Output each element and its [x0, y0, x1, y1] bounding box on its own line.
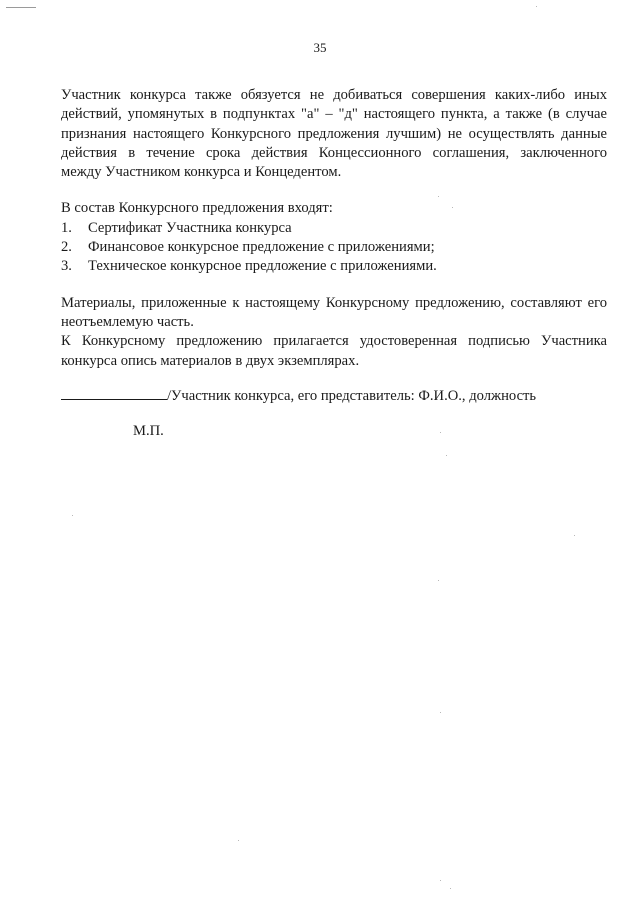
text-line: Материалы, приложенные к настоящему Конкурсному предложению, составляют его: [61, 294, 607, 311]
list-item-number: 3.: [61, 258, 72, 275]
scan-speck: [440, 880, 441, 881]
materials-paragraph: [61, 294, 607, 333]
composition-intro: В состав Конкурсного предложения входят:: [61, 200, 333, 217]
seal-placeholder: М.П.: [133, 423, 164, 440]
signature-caption: /Участник конкурса, его представитель: Ф.И.О., должность: [167, 387, 537, 404]
page-number: 35: [313, 40, 327, 55]
list-item-number: 1.: [61, 219, 72, 236]
text-line: К Конкурсному предложению прилагается удостоверенная подписью Участника: [61, 333, 607, 350]
scan-corner-mark: [6, 7, 36, 8]
scan-speck: [238, 840, 239, 841]
scan-speck: [440, 712, 441, 713]
scan-speck: [574, 535, 575, 536]
list-item: [61, 219, 607, 238]
scan-speck: [440, 432, 441, 433]
text-line: между Участником конкурса и Концедентом.: [61, 164, 342, 181]
text-line: Участник конкурса также обязуется не добиваться совершения каких-либо иных: [61, 87, 607, 103]
text-line: неотъемлемую часть.: [61, 313, 194, 330]
signature-line: [61, 387, 607, 406]
scan-speck: [446, 455, 447, 456]
list-item: [61, 257, 607, 276]
text-line: действий, упомянутых в подпунктах "а" – "д" настоящего пункта, а также (в случае: [61, 106, 607, 123]
document-body: [61, 86, 607, 441]
text-line: конкурса опись материалов в двух экземплярах.: [61, 352, 360, 369]
list-item: [61, 238, 607, 257]
text-line: признания настоящего Конкурсного предложения лучшим) не осуществлять данные: [61, 125, 607, 142]
scan-speck: [536, 6, 537, 7]
obligation-paragraph: [61, 86, 607, 182]
scan-speck: [438, 580, 439, 581]
list-item-text: Сертификат Участника конкурса: [88, 219, 292, 236]
composition-list: [61, 219, 607, 277]
signature-blank: [61, 387, 167, 400]
scan-speck: [452, 207, 453, 208]
scan-speck: [72, 515, 73, 516]
list-item-text: Техническое конкурсное предложение с приложениями.: [88, 258, 437, 275]
scan-speck: [450, 888, 451, 889]
inventory-paragraph: [61, 332, 607, 371]
list-item-text: Финансовое конкурсное предложение с приложениями;: [88, 239, 435, 256]
list-item-number: 2.: [61, 239, 72, 256]
text-line: действия в течение срока действия Концессионного соглашения, заключенного: [61, 144, 607, 161]
scan-speck: [438, 196, 439, 197]
